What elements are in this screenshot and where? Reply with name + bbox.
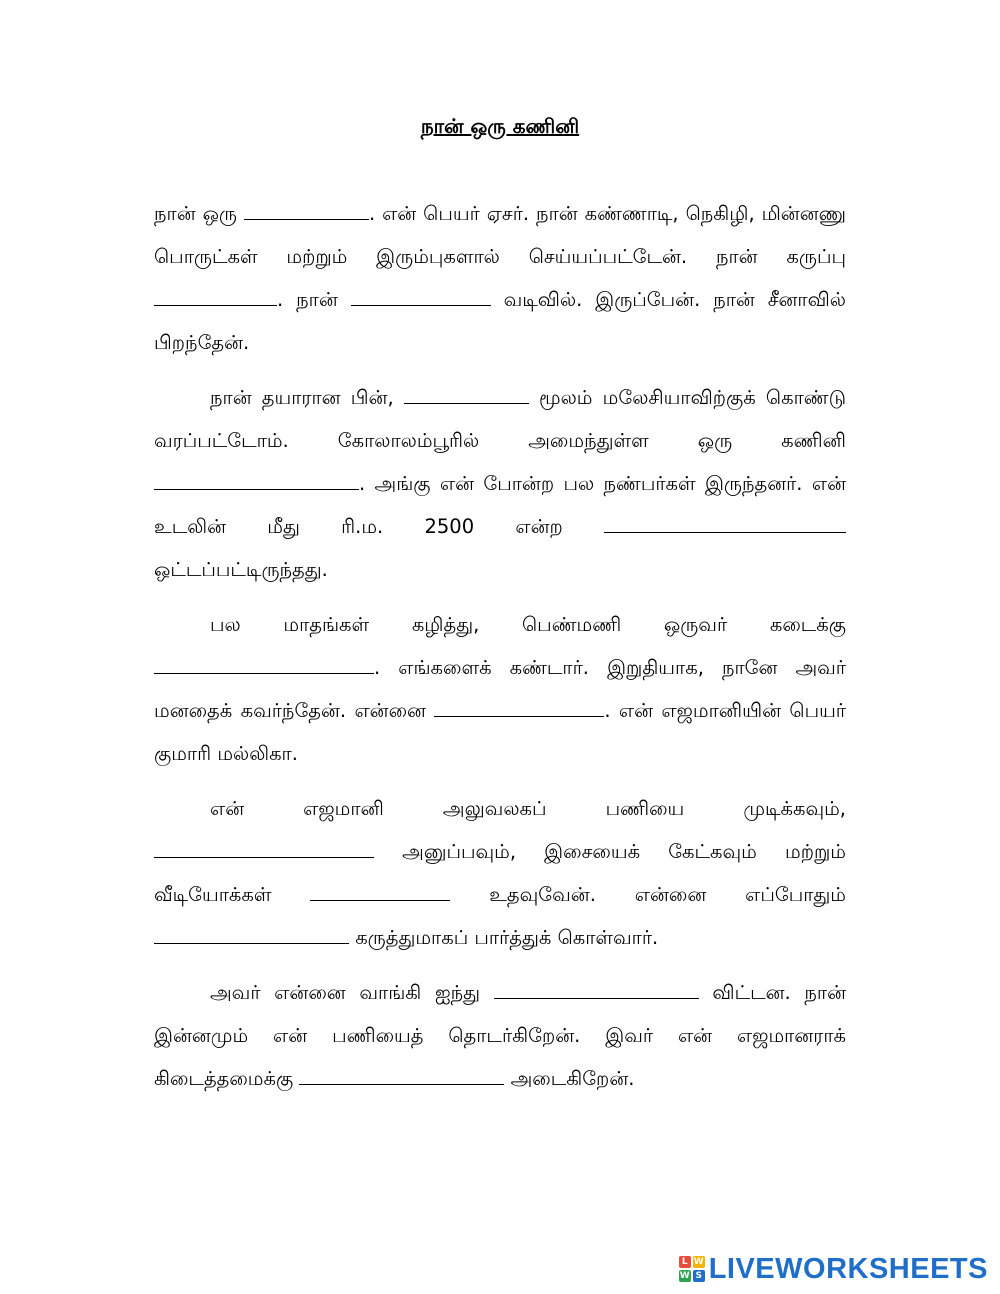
answer-blank-6[interactable]	[604, 514, 846, 533]
text: . அங்கு என் போன்ற பல நண்பர்கள் இருந்தனர். என் உடலின் மீது ரி.ம. 2500 என்ற	[154, 472, 846, 538]
logo-text: LIVEWORKSHEETS	[708, 1252, 988, 1285]
paragraph-1	[154, 192, 846, 364]
text: . என் எஜமானியின் பெயர் குமாரி மல்லிகா.	[154, 699, 846, 765]
paragraph-4	[154, 787, 846, 959]
text: உதவுவேன். என்னை எப்போதும்	[450, 883, 846, 906]
answer-blank-1[interactable]	[244, 201, 369, 220]
text: . நான்	[277, 288, 351, 311]
text: கருத்துமாகப் பார்த்துக் கொள்வார்.	[349, 926, 659, 949]
paragraph-5	[154, 971, 846, 1100]
paragraph-3	[154, 603, 846, 775]
text: பல மாதங்கள் கழித்து, பெண்மணி ஒருவர் கடைக்கு	[210, 613, 846, 636]
answer-blank-12[interactable]	[494, 980, 699, 999]
answer-blank-3[interactable]	[351, 287, 491, 306]
text: . எங்களைக் கண்டார். இறுதியாக, நானே அவர் மனதைக் கவர்ந்தேன். என்னை	[154, 656, 846, 722]
answer-blank-8[interactable]	[434, 698, 604, 717]
text: விட்டன. நான் இன்னமும் என் பணியைத் தொடர்கிறேன். இவர் என் எஜமானராக் கிடைத்தமைக்கு	[154, 981, 846, 1090]
logo-block: L	[679, 1256, 691, 1268]
logo-block: S	[693, 1270, 705, 1282]
text: மூலம் மலேசியாவிற்குக் கொண்டு வரப்பட்டோம். கோலாலம்பூரில் அமைந்துள்ள ஒரு கணினி	[154, 386, 846, 452]
answer-blank-13[interactable]	[299, 1066, 504, 1085]
page-title: நான் ஒரு கணினி	[420, 114, 580, 138]
text: ஒட்டப்பட்டிருந்தது.	[154, 558, 328, 581]
text: அடைகிறேன்.	[504, 1067, 635, 1090]
answer-blank-9[interactable]	[154, 839, 374, 858]
paragraph-2	[154, 376, 846, 591]
text: நான் ஒரு	[154, 202, 244, 225]
text: அவர் என்னை வாங்கி ஐந்து	[210, 981, 494, 1004]
text: என் எஜமானி அலுவலகப் பணியை முடிக்கவும்,	[210, 797, 846, 820]
liveworksheets-logo[interactable]	[679, 1252, 988, 1286]
answer-blank-4[interactable]	[404, 385, 529, 404]
answer-blank-7[interactable]	[154, 655, 374, 674]
text: நான் தயாரான பின்,	[210, 386, 404, 409]
logo-block: W	[679, 1271, 690, 1281]
logo-blocks-icon	[679, 1256, 705, 1282]
answer-blank-10[interactable]	[310, 882, 450, 901]
worksheet-body	[154, 192, 846, 1112]
text: அனுப்பவும், இசையைக் கேட்கவும் மற்றும் வீடியோக்கள்	[154, 840, 846, 906]
logo-block: W	[693, 1257, 704, 1267]
answer-blank-11[interactable]	[154, 925, 349, 944]
answer-blank-5[interactable]	[154, 471, 359, 490]
text: . என் பெயர் ஏசர். நான் கண்ணாடி, நெகிழி, மின்னணு பொருட்கள் மற்றும் இரும்புகளால் செய்யப்பட்டேன். நான் கருப்பு	[154, 202, 846, 268]
text: வடிவில். இருப்பேன். நான் சீனாவில் பிறந்தேன்.	[154, 288, 846, 354]
answer-blank-2[interactable]	[154, 287, 277, 306]
